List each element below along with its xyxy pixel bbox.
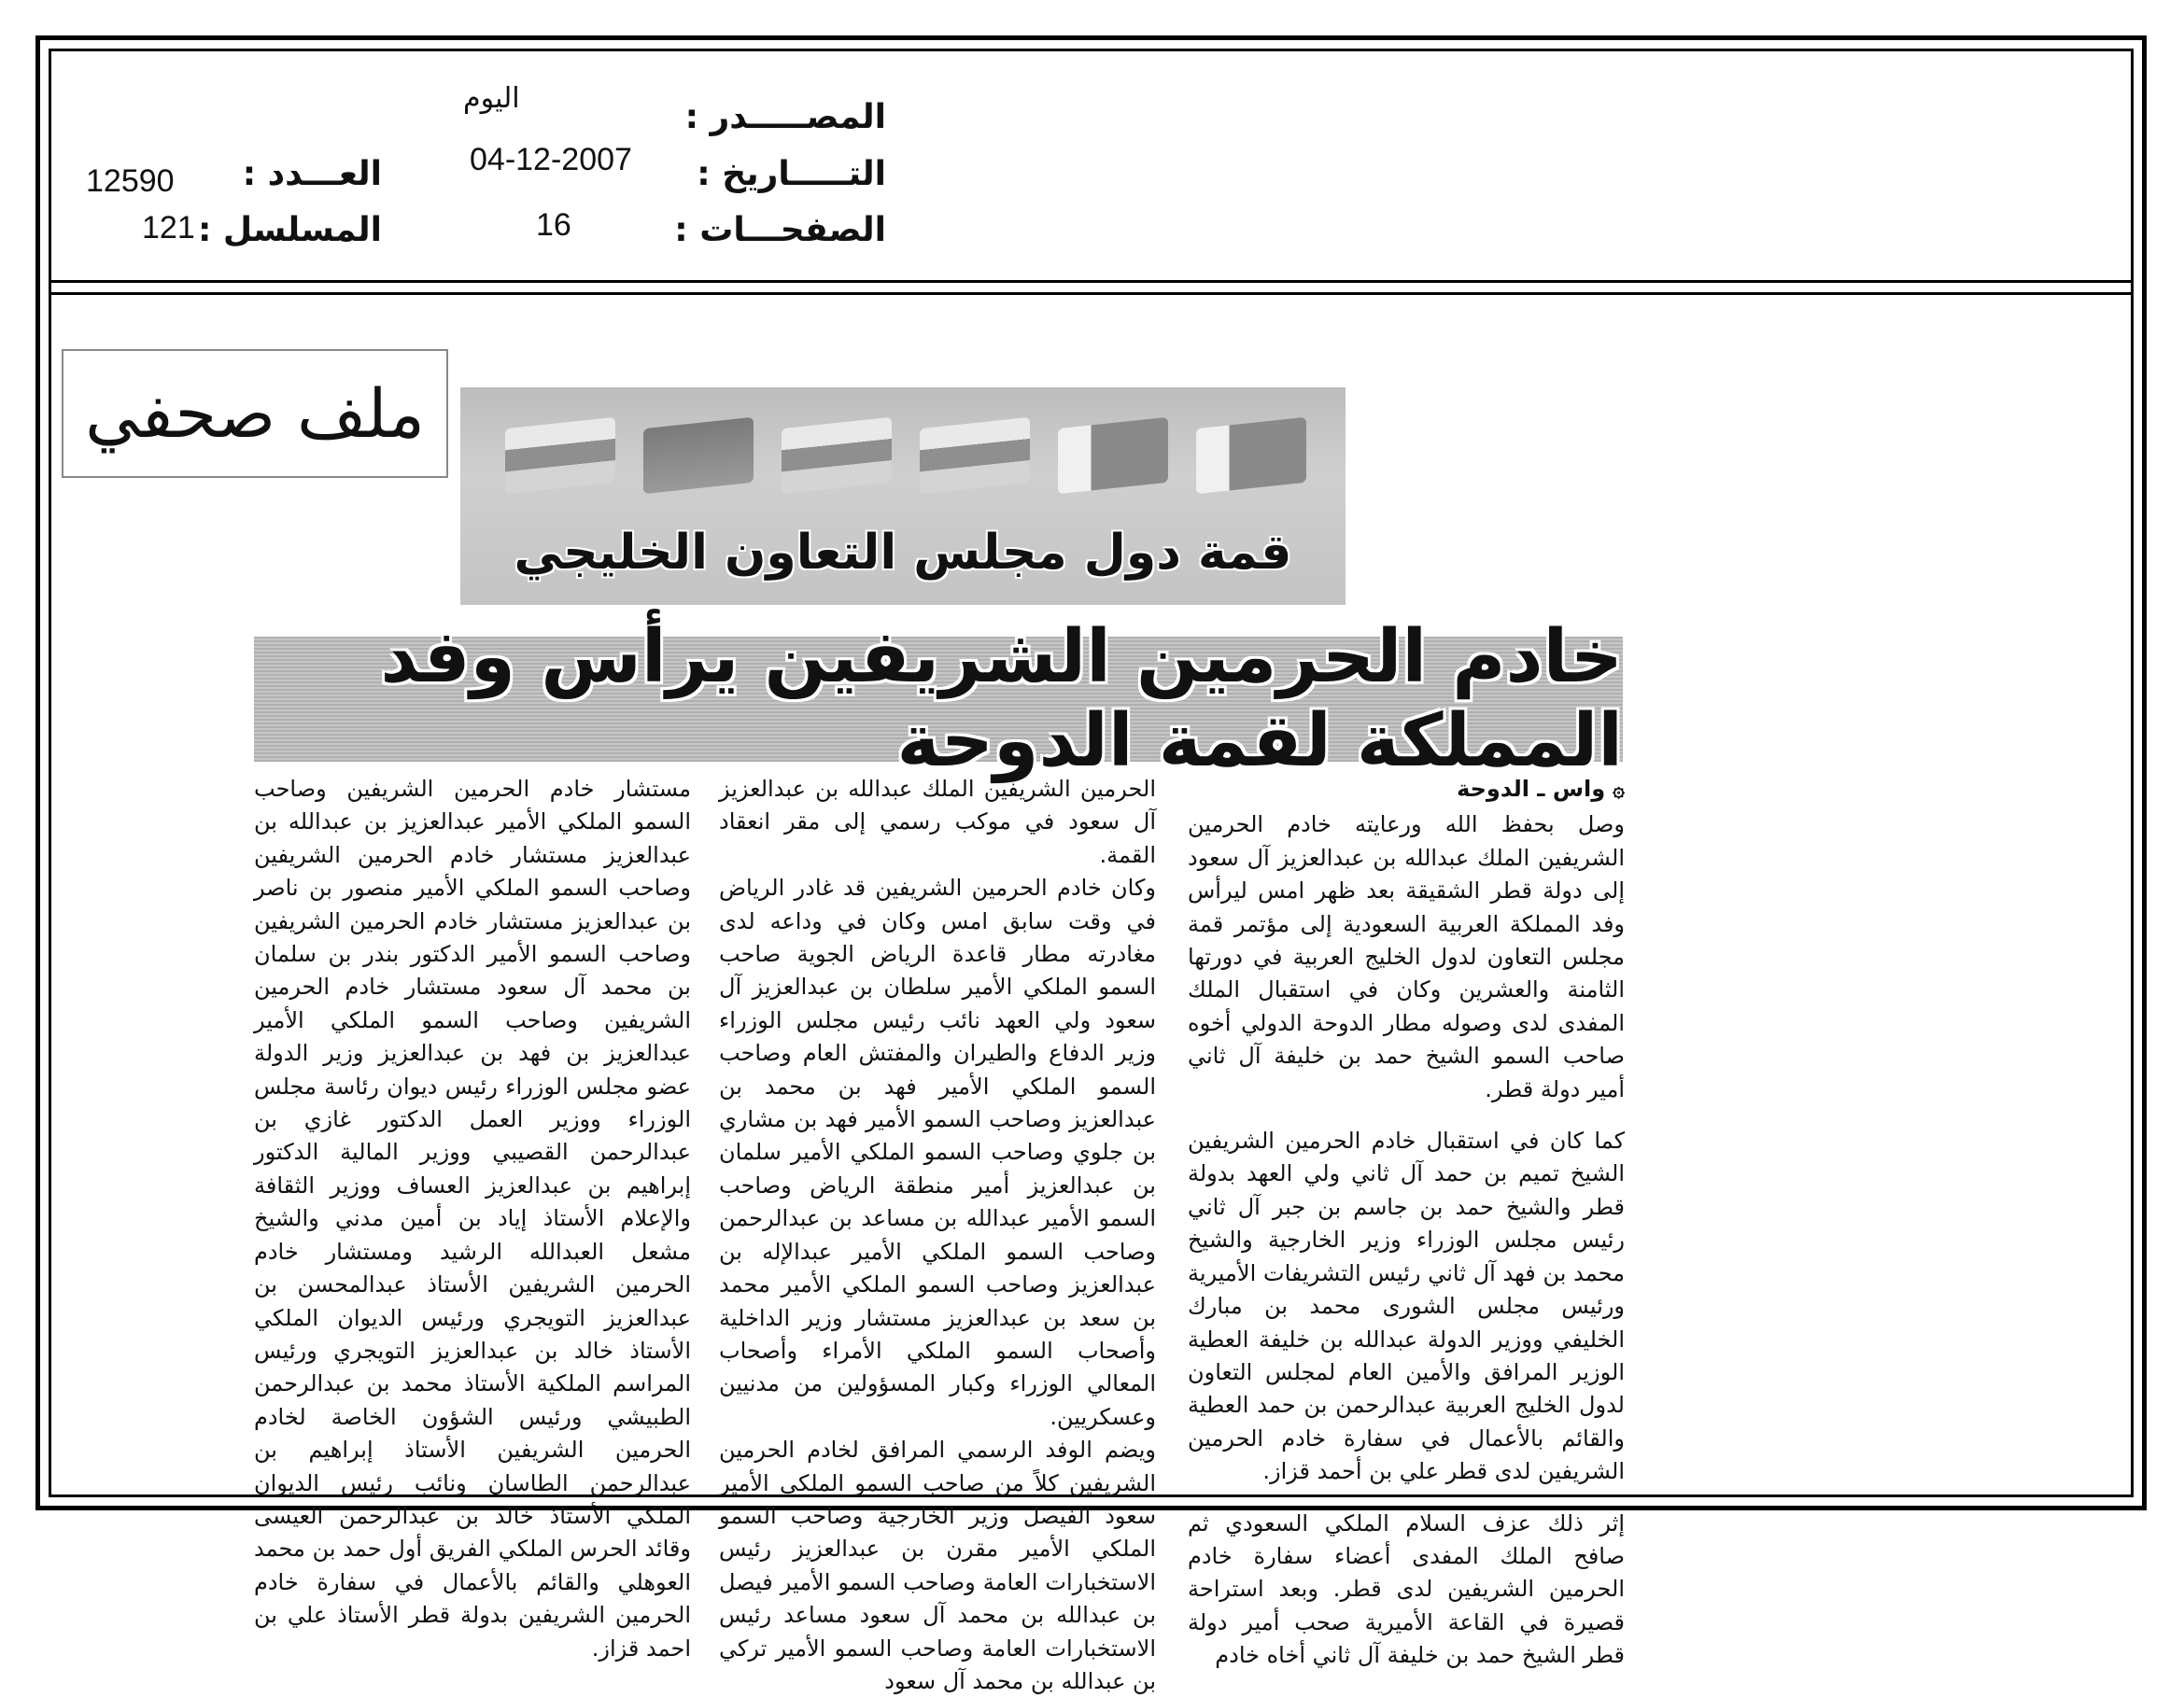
source-label: المصـــــدر : (684, 98, 886, 136)
paragraph: الحرمين الشريفين الملك عبدالله بن عبدالعزيز آل سعود في موكب رسمي إلى مقر انعقاد القمة. (719, 776, 1156, 868)
banner-title: قمة دول مجلس التعاون الخليجي (514, 525, 1292, 581)
article-column-2 (719, 773, 1156, 1698)
paragraph: ويضم الوفد الرسمي المرافق لخادم الحرمين الشريفين كلاً من صاحب السمو الملكي الأمير سعود الفيصل وزير الخارجية وصاحب السمو الملكي الأمير مقرن بن عبدالعزيز رئيس الاستخبارات العامة وصاحب السمو الأمير فيصل بن عبدالله بن محمد آل سعود مساعد رئيس الاستخبارات العامة وصاحب السمو الأمير تركي بن عبدالله بن محمد آل سعود (719, 1437, 1156, 1694)
pages-label: الصفحـــات : (674, 211, 886, 249)
header-divider-2 (49, 292, 2134, 295)
flag-icon (1196, 417, 1306, 494)
article-column-1 (1188, 773, 1625, 1673)
serial-value: 121 (142, 210, 195, 246)
article-column-3 (254, 773, 691, 1665)
flag-icon (920, 417, 1030, 494)
paragraph: وكان خادم الحرمين الشريفين قد غادر الرياض في وقت سابق امس وكان في وداعه لدى مغادرته مطار قاعدة الرياض الجوية صاحب السمو الملكي الأمير سلطان بن عبدالعزيز آل سعود ولي العهد نائب رئيس مجلس الوزراء وزير الدفاع والطيران والمفتش العام وصاحب السمو الملكي الأمير فهد بن محمد بن عبدالعزيز وصاحب السمو الأمير فهد بن مشاري بن جلوي وصاحب السمو الملكي الأمير سلمان بن عبدالعزيز أمير منطقة الرياض وصاحب السمو الأمير عبدالله بن مساعد بن عبدالرحمن وصاحب السمو الملكي الأمير عبدالإله بن عبدالعزيز وصاحب السمو الملكي الأمير محمد بن سعد بن عبدالعزيز مستشار وزير الداخلية وأصحاب السمو الملكي الأمراء وأصحاب المعالي الوزراء وكبار المسؤولين من مدنيين وعسكريين. (719, 875, 1156, 1430)
press-file-stamp (62, 349, 448, 478)
headline-box (254, 615, 1623, 783)
date-value: 04-12-2007 (470, 142, 632, 177)
ornament-icon: ۞ (1613, 779, 1625, 802)
press-file-stamp-text: ملف صحفي (85, 374, 425, 453)
issue-label: العـــدد : (242, 155, 382, 193)
flag-icon (643, 417, 754, 494)
serial-label: المسلسل : (197, 211, 382, 249)
paragraph: مستشار خادم الحرمين الشريفين وصاحب السمو الملكي الأمير عبدالعزيز بن عبدالله بن عبدالعزيز مستشار خادم الحرمين الشريفين وصاحب السمو الملكي الأمير منصور بن ناصر بن عبدالعزيز مستشار خادم الحرمين الشريفين وصاحب السمو الأمير الدكتور بندر بن سلمان بن محمد آل سعود مستشار خادم الحرمين الشريفين وصاحب السمو الملكي الأمير عبدالعزيز بن فهد بن عبدالعزيز وزير الدولة عضو مجلس الوزراء رئيس ديوان رئاسة مجلس الوزراء ووزير العمل الدكتور غازي بن عبدالرحمن القصيبي ووزير المالية الدكتور إبراهيم بن عبدالعزيز العساف ووزير الثقافة والإعلام الأستاذ إياد بن أمين مدني والشيخ مشعل العبدالله الرشيد ومستشار خادم الحرمين الشريفين الأستاذ عبدالمحسن بن عبدالعزيز التويجري ورئيس الديوان الملكي الأستاذ خالد بن عبدالعزيز التويجري ورئيس المراسم الملكية الأستاذ محمد بن عبدالرحمن الطبيشي ورئيس الشؤون الخاصة لخادم الحرمين الشريفين الأستاذ إبراهيم بن عبدالرحمن الطاسان ونائب رئيس الديوان الملكي الأستاذ خالد بن عبدالرحمن العيسى وقائد الحرس الملكي الفريق أول حمد بن محمد العوهلي والقائم بالأعمال في سفارة خادم الحرمين الشريفين بدولة قطر الأستاذ علي بن احمد قزاز. (254, 776, 691, 1662)
pages-value: 16 (536, 207, 571, 243)
article-headline: خادم الحرمين الشريفين يرأس وفد المملكة لقمة الدوحة (380, 615, 1623, 783)
summit-banner (460, 387, 1346, 605)
flag-icon (1058, 417, 1168, 494)
source-value: اليوم (463, 82, 520, 115)
article-byline: ۞واس ـ الدوحة (1188, 773, 1625, 807)
paragraph: إثر ذلك عزف السلام الملكي السعودي ثم صافح الملك المفدى أعضاء سفارة خادم الحرمين الشريفين لدى قطر. وبعد استراحة قصيرة في القاعة الأميرية صحب أمير دولة قطر الشيخ حمد بن خليفة آل ثاني أخاه خادم (1188, 1509, 1625, 1669)
paragraph: وصل بحفظ الله ورعايته خادم الحرمين الشريفين الملك عبدالله بن عبدالعزيز آل سعود إلى دولة قطر الشقيقة بعد ظهر امس ليرأس وفد المملكة العربية السعودية إلى مؤتمر قمة مجلس التعاون لدول الخليج العربية في دورتها الثامنة والعشرين وكان في استقبال الملك المفدى لدى وصوله مطار الدوحة الدولي أخوه صاحب السمو الشيخ حمد بن خليفة آل ثاني أمير دولة قطر. (1188, 811, 1625, 1102)
paragraph: كما كان في استقبال خادم الحرمين الشريفين الشيخ تميم بن حمد آل ثاني ولي العهد بدولة قطر والشيخ حمد بن جاسم بن جبر آل ثاني رئيس مجلس الوزراء وزير الخارجية والشيخ محمد بن فهد آل ثاني رئيس التشريفات الأميرية ورئيس مجلس الشورى محمد بن مبارك الخليفي ووزير الدولة عبدالله بن خليفة العطية الوزير المرافق والأمين العام لمجلس التعاون لدول الخليج العربية عبدالرحمن بن حمد العطية والقائم بالأعمال في سفارة خادم الحرمين الشريفين لدى قطر علي بن أحمد قزاز. (1188, 1128, 1625, 1485)
flag-icon (505, 417, 615, 494)
issue-value: 12590 (86, 163, 175, 199)
header-divider (49, 280, 2134, 283)
flag-icon (782, 417, 892, 494)
date-label: التـــــاريخ : (697, 155, 886, 193)
